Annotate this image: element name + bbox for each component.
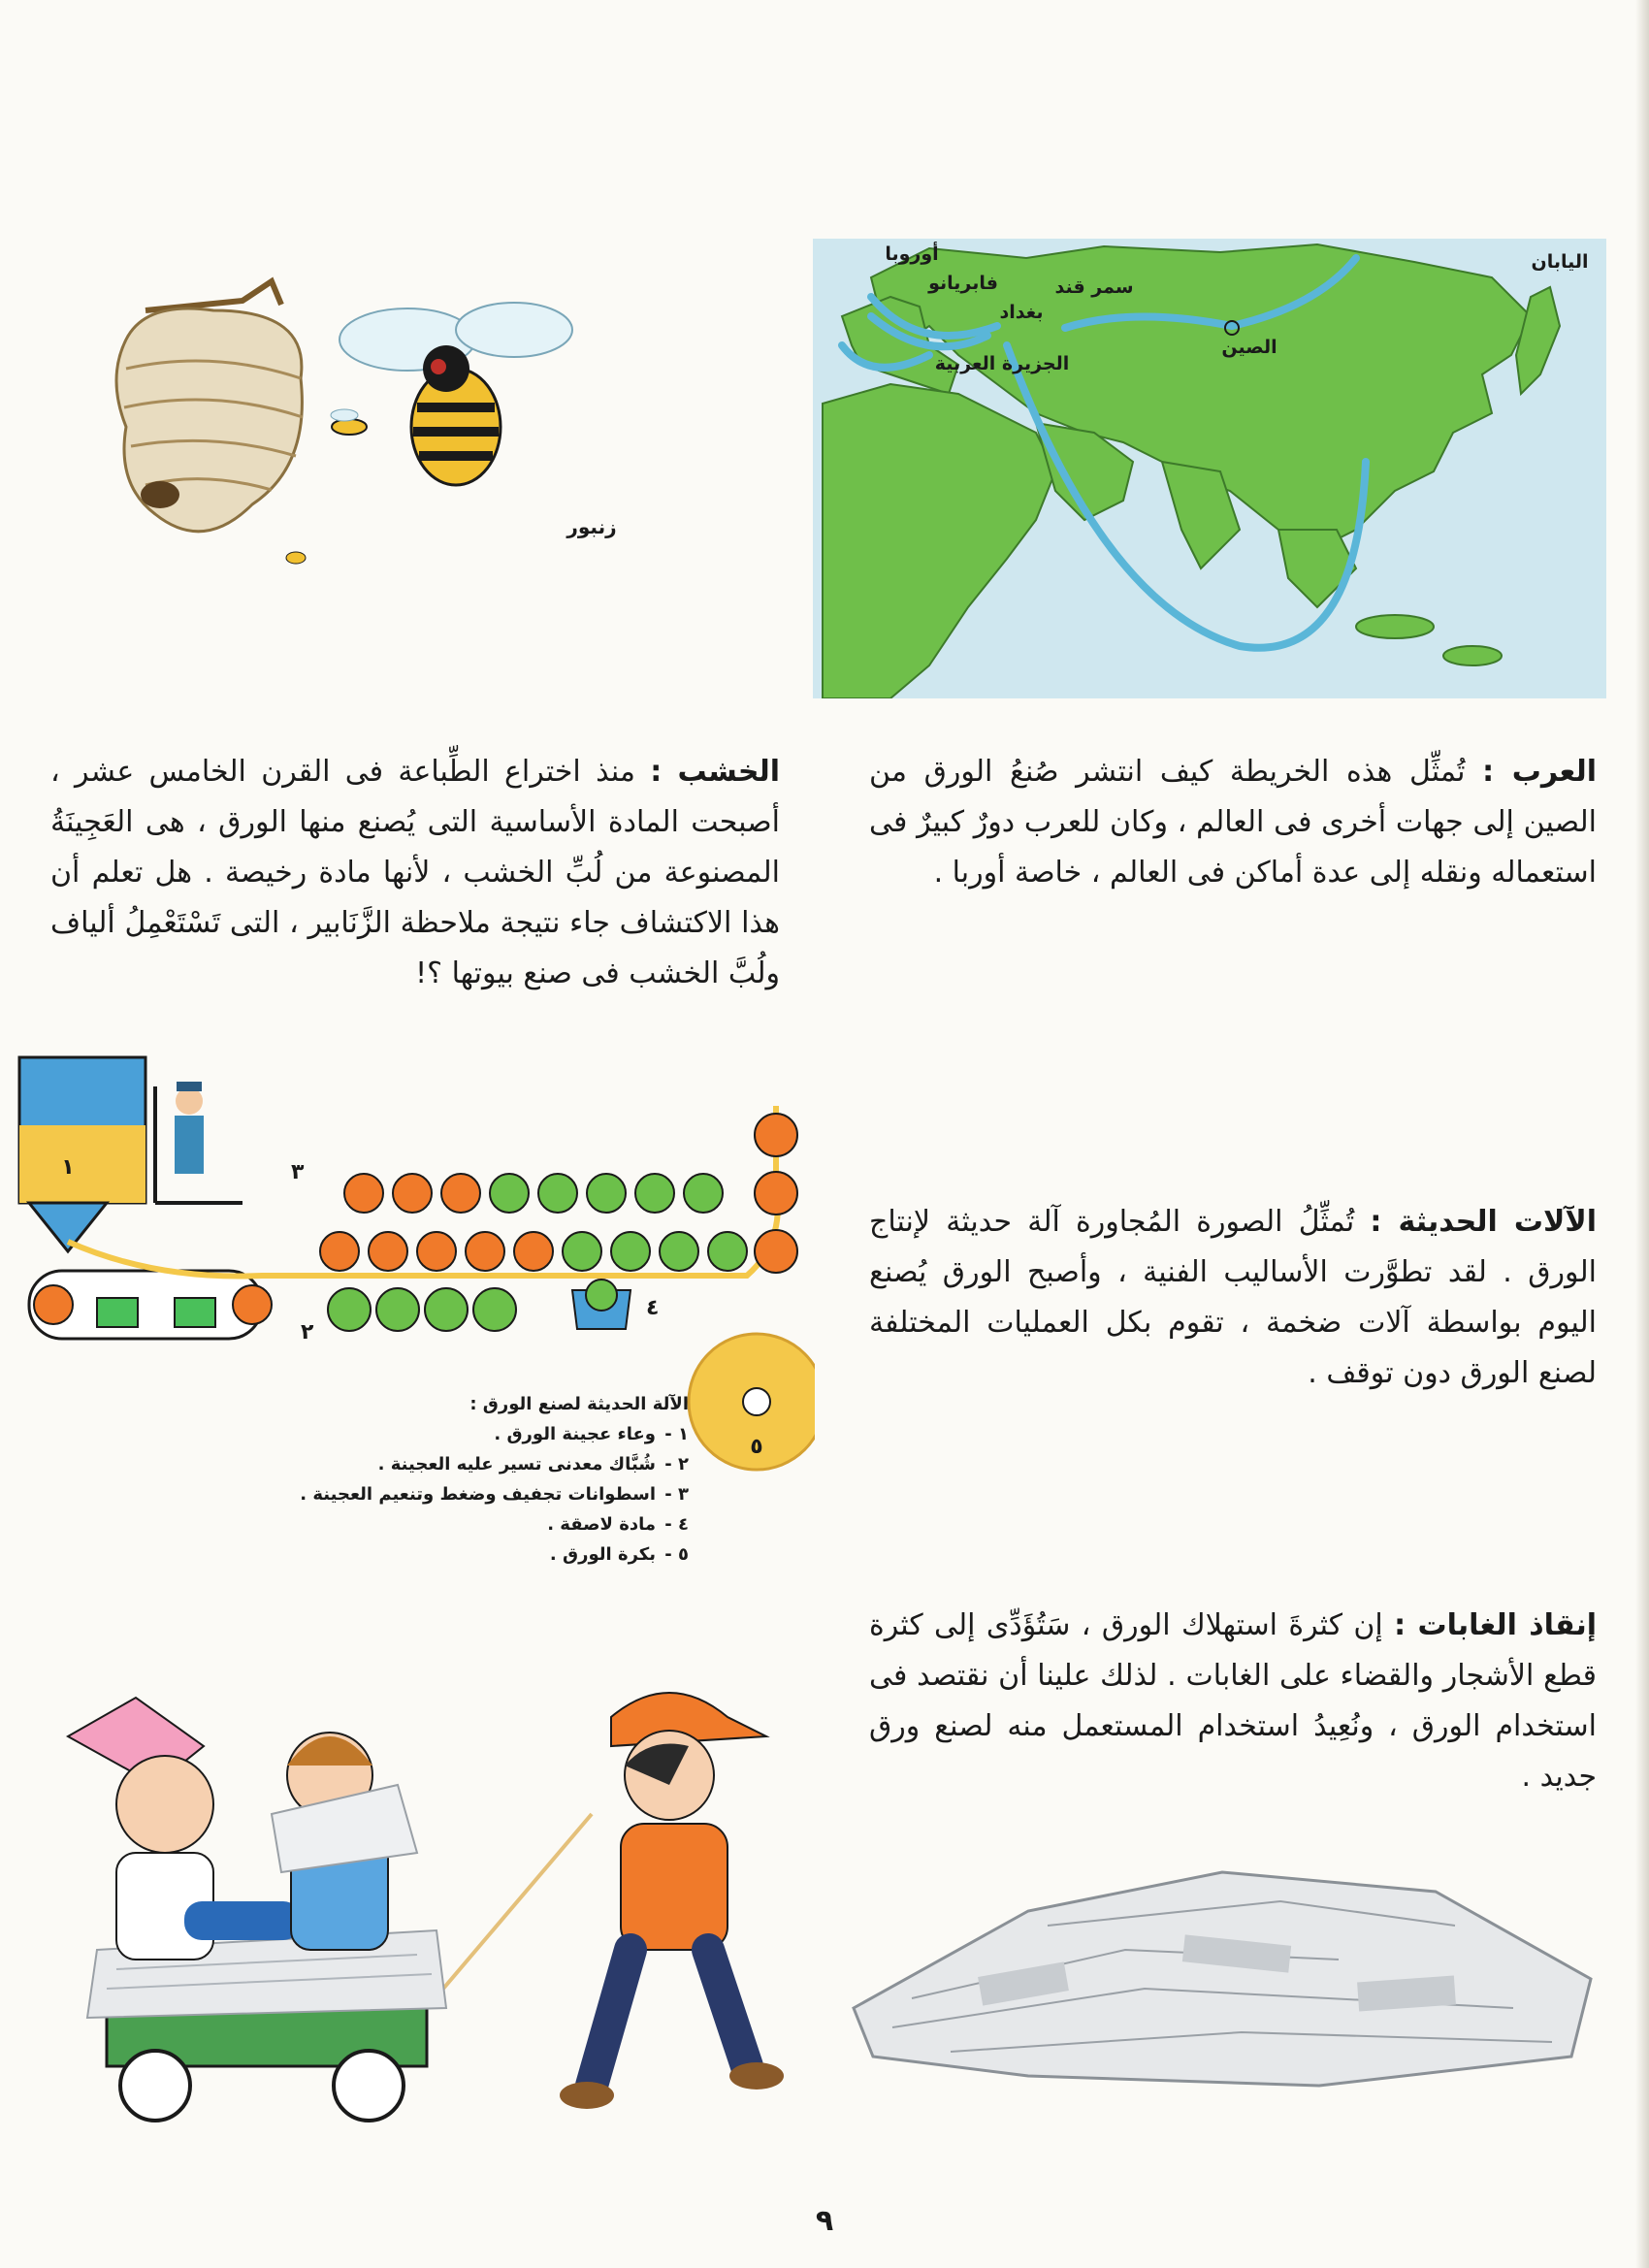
machine-digit-2: ٢ (301, 1320, 314, 1345)
hornet-label: زنبور (566, 515, 617, 538)
section-machines-title: الآلات الحديثة : (1370, 1205, 1597, 1239)
machine-digit-4: ٤ (646, 1296, 660, 1320)
right-rollers (755, 1114, 797, 1273)
section-machines-body: تُمثِّلُ الصورة المُجاورة آلة حديثة لإنتاج الورق . لقد تطوَّرت الأساليب الفنية ، وأصبح الورق يُصنع اليوم بواسطة آلات ضخمة ، تقوم بكل العمليات المختلفة لصنع الورق دون توقف . (869, 1205, 1597, 1390)
large-hornet (340, 303, 572, 485)
legend-item-text: اسطوانات تجفيف وضغط وتنعيم العجينة . (300, 1484, 656, 1505)
newspaper-svg (834, 1833, 1610, 2095)
child-sitting (68, 1698, 301, 1960)
map-label-fabriano: فابريانو (928, 273, 998, 294)
legend-item-text: وعاء عجينة الورق . (494, 1424, 656, 1444)
legend-item (242, 1479, 689, 1509)
legend-item-text: مادة لاصقة . (547, 1514, 656, 1535)
glue-tray (572, 1280, 659, 1329)
legend-item-number: ٣ - (664, 1484, 689, 1505)
wire-mesh-conveyor (29, 1271, 314, 1345)
section-wood-title: الخشب : (650, 755, 780, 789)
paper-spread-map (813, 239, 1606, 698)
legend-item (242, 1509, 689, 1539)
newspaper-stack-illustration (834, 1833, 1610, 2095)
legend-item-text: شُبَّاك معدنى تسير عليه العجينة . (377, 1454, 656, 1474)
map-label-europe: أوروبا (885, 243, 939, 265)
map-label-arabia: الجزيرة العربية (934, 353, 1070, 374)
section-forests-body: إن كثرةَ استهلاك الورق ، سَتُؤَدِّى إلى كثرة قطع الأشجار والقضاء على الغابات . لذلك علينا أن نقتصد فى استخدام الورق ، ونُعِيدُ استخدام المستعمل منه لصنع ورق جديد . (869, 1608, 1597, 1794)
section-arabs (869, 747, 1597, 898)
drying-rollers-bottom (328, 1288, 516, 1331)
section-wood-body: منذ اختراع الطِّباعة فى القرن الخامس عشر ، أصبحت المادة الأساسية التى يُصنع منها الورق ، هى العَجِينَةُ المصنوعة من لُبِّ الخشب ، لأنها مادة رخيصة . هل تعلم أن هذا الاكتشاف جاء نتيجة ملاحظة الزَّنَابير ، التى تَسْتَعْمِلُ ألياف ولُبَّ الخشب فى صنع بيوتها ؟! (50, 755, 780, 990)
hornet-illustration (87, 272, 669, 592)
map-land-islands-2 (1443, 646, 1502, 665)
hornet-svg (87, 272, 669, 592)
machine-legend-list (242, 1419, 689, 1570)
machine-digit-3: ٣ (291, 1160, 305, 1184)
map-label-samarkand: سمر قند (1054, 276, 1134, 298)
pulp-vat (19, 1057, 146, 1251)
machine-legend (242, 1389, 689, 1570)
machine-operator (155, 1082, 242, 1203)
child-girl (272, 1733, 417, 1950)
tiny-hornet (286, 552, 306, 564)
page-number: ٩ (815, 2204, 834, 2238)
legend-item-number: ٢ - (664, 1454, 689, 1474)
map-label-baghdad: بغداد (999, 302, 1044, 323)
map-label-japan: اليابان (1531, 251, 1589, 273)
small-hornet (331, 409, 367, 435)
machine-legend-title: الآلة الحديثة لصنع الورق : (469, 1394, 689, 1414)
drying-rollers-top (320, 1174, 747, 1271)
section-forests (869, 1601, 1597, 1802)
hornet-nest (116, 281, 303, 532)
section-wood (50, 747, 780, 999)
paper-reel (689, 1334, 815, 1470)
section-forests-title: إنقاذ الغابات : (1394, 1608, 1597, 1642)
legend-item-number: ٤ - (664, 1514, 689, 1535)
map-label-china: الصين (1221, 337, 1277, 358)
children-svg (48, 1678, 854, 2134)
legend-item (242, 1419, 689, 1449)
machine-digit-5: ٥ (750, 1435, 763, 1459)
legend-item-number: ٥ - (664, 1544, 689, 1565)
newspaper-heap (854, 1872, 1591, 2086)
machine-digit-1: ١ (61, 1155, 75, 1180)
page-edge (1635, 0, 1649, 2268)
section-arabs-body: تُمثِّل هذه الخريطة كيف انتشر صُنعُ الورق من الصين إلى جهات أخرى فى العالم ، وكان للعرب دورٌ كبيرٌ فى استعماله ونقله إلى عدة أماكن فى العالم ، خاصة أوربا . (869, 755, 1597, 890)
map-land-islands (1356, 615, 1434, 638)
legend-item (242, 1539, 689, 1570)
map-svg (813, 239, 1606, 698)
legend-item-number: ١ - (664, 1424, 689, 1444)
section-machines (869, 1197, 1597, 1399)
legend-item (242, 1449, 689, 1479)
child-boy-pulling (560, 1693, 784, 2109)
children-recycling-illustration (48, 1678, 854, 2134)
legend-item-text: بكرة الورق . (549, 1544, 656, 1565)
section-arabs-title: العرب : (1482, 755, 1597, 789)
